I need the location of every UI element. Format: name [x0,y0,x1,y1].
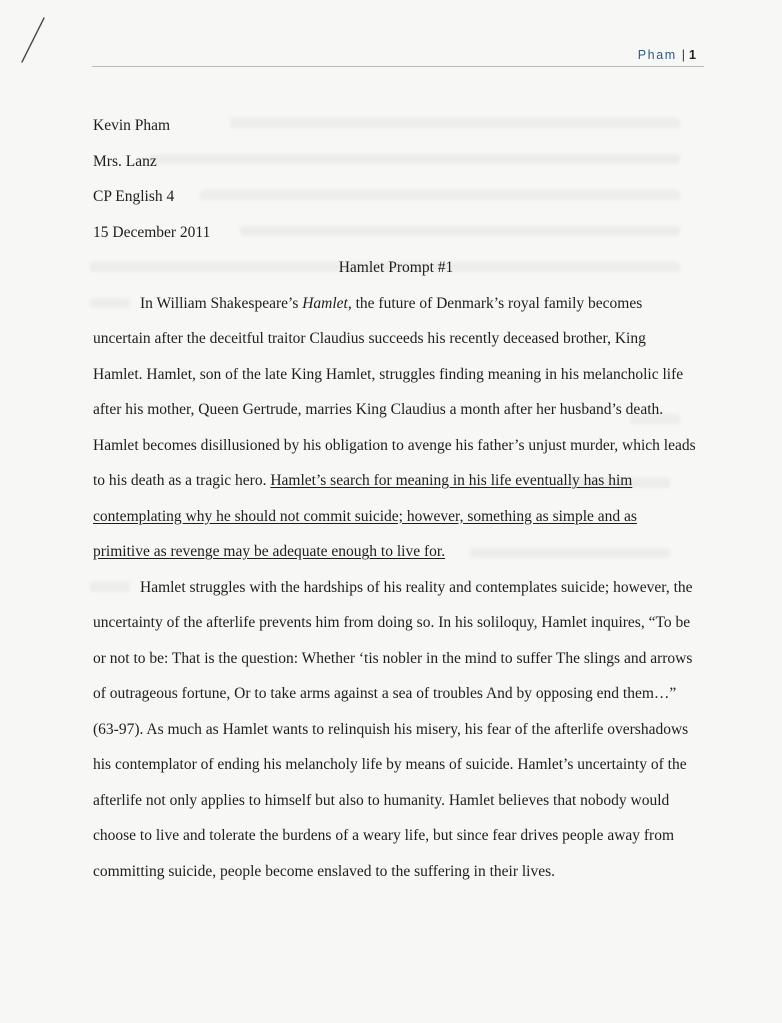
paragraph2-line3: or not to be: That is the question: Whether ‘tis nobler in the mind to suffer The slings and arrows [93,649,693,667]
p1-line1-end: , the future of Denmark’s royal family becomes [347,294,643,312]
header-separator: | [681,48,686,62]
thesis-underlined-part1: Hamlet’s search for meaning in his life eventually has him [270,472,633,489]
header-page-number: 1 [689,48,696,62]
heading-course: CP English 4 [93,188,175,205]
pen-stroke-mark [14,14,54,74]
paragraph1-line5: Hamlet becomes disillusioned by his obligation to avenge his father’s unjust murder, which leads [93,436,696,454]
paragraph1-line4: after his mother, Queen Gertrude, marries King Claudius a month after her husband’s death. [93,401,664,418]
paragraph2-line5: (63-97). As much as Hamlet wants to relinquish his misery, his fear of the afterlife overshadows [93,720,689,738]
paragraph2-line2: uncertainty of the afterlife prevents him from doing so. In his soliloquy, Hamlet inquires, “To be [93,614,691,631]
thesis-underlined-part3: primitive as revenge may be adequate enough to live for. [93,543,446,560]
paragraph1-line3: Hamlet. Hamlet, son of the late King Hamlet, struggles finding meaning in his melancholic life [93,365,684,383]
heading-author: Kevin Pham [93,117,171,134]
paragraph1-line1 [93,286,699,322]
paragraph2-line4: of outrageous fortune, Or to take arms against a sea of troubles And by opposing end them…” [93,685,677,702]
essay-body [93,108,699,889]
essay-title: Hamlet Prompt #1 [338,259,454,276]
paragraph1-line2: uncertain after the deceitful traitor Claudius succeeds his recently deceased brother, King [93,330,646,347]
paragraph1-line7 [93,499,699,535]
header-rule [92,66,704,67]
running-header [638,48,696,62]
paragraph2-line8: choose to live and tolerate the burdens of a weary life, but since fear drives people away from [93,827,675,844]
heading-teacher: Mrs. Lanz [93,152,157,170]
paragraph1-line6 [93,463,699,499]
paragraph2-line1: Hamlet struggles with the hardships of his reality and contemplates suicide; however, the [140,578,693,596]
thesis-underlined-part2: contemplating why he should not commit suicide; however, something as simple and as [93,507,637,525]
paragraph2-line7: afterlife not only applies to himself but also to humanity. Hamlet believes that nobody would [93,791,670,809]
p1-line1-italic-title: Hamlet [302,294,348,312]
p1-line6-plain: to his death as a tragic hero. [93,472,271,489]
paragraph2-line9: committing suicide, people become enslaved to the suffering in their lives. [93,862,556,880]
heading-date: 15 December 2011 [93,223,211,241]
paragraph2-line6: his contemplator of ending his melancholy life by means of suicide. Hamlet’s uncertainty of the [93,756,687,773]
paragraph1-line8 [93,534,699,570]
header-surname: Pham [637,48,677,62]
p1-line1-start: In William Shakespeare’s [140,294,303,312]
